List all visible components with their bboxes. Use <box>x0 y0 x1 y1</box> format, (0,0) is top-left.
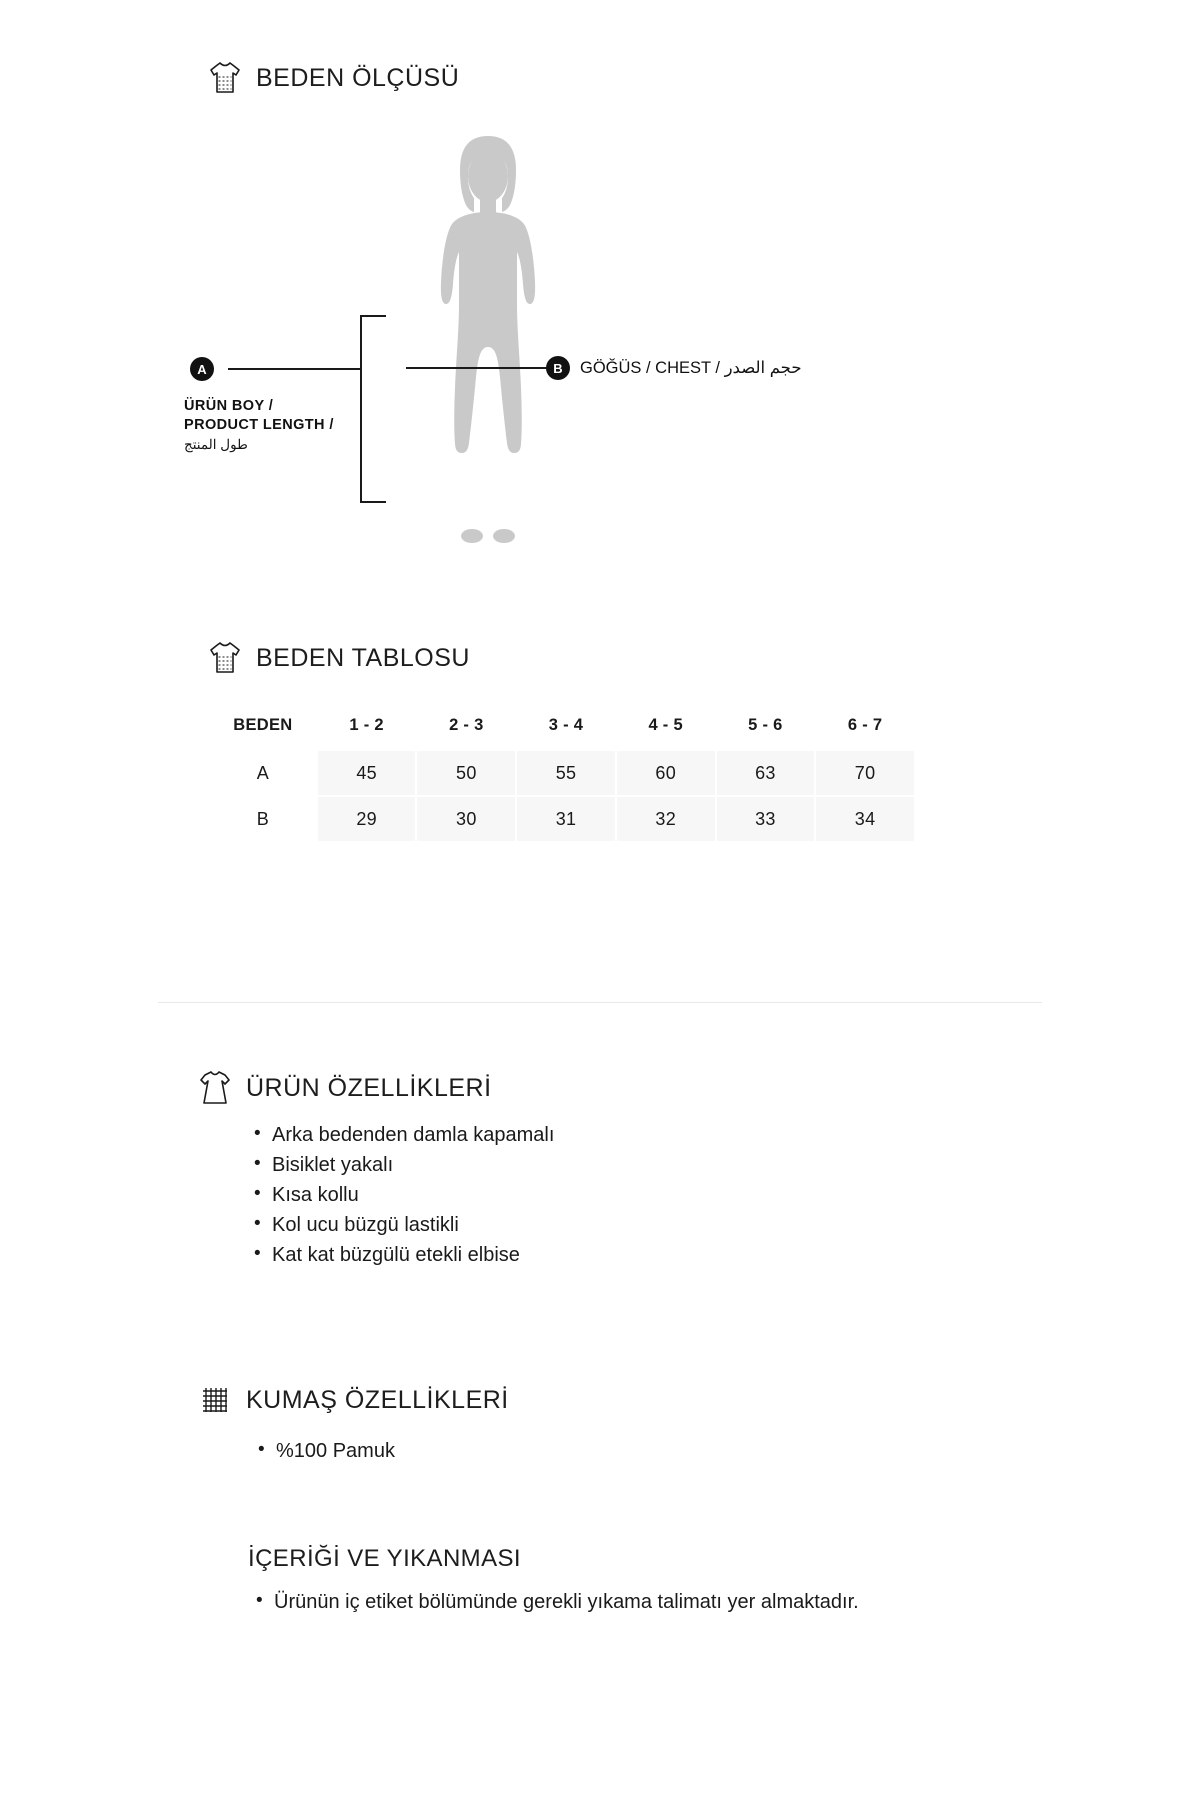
table-header-cell: 3 - 4 <box>516 716 616 750</box>
table-cell: 33 <box>716 796 816 842</box>
product-features-title: ÜRÜN ÖZELLİKLERİ <box>246 1073 492 1102</box>
table-header-cell: 1 - 2 <box>317 716 417 750</box>
size-table-heading <box>208 638 1008 678</box>
product-length-line-tr: ÜRÜN BOY / <box>184 398 274 414</box>
length-bracket-bottom <box>360 501 386 503</box>
list-item: • Kat kat büzgülü etekli elbise <box>254 1240 1018 1270</box>
care-instructions-title: İÇERİĞİ VE YIKANMASI <box>248 1545 521 1572</box>
list-item: • %100 Pamuk <box>258 1436 1018 1466</box>
list-item: • Kol ucu büzgü lastikli <box>254 1210 1018 1240</box>
product-length-line-ar: طول المنتج <box>184 437 248 452</box>
table-cell: 63 <box>716 750 816 796</box>
table-row <box>209 796 915 842</box>
product-features-list <box>198 1120 1018 1270</box>
table-cell: 30 <box>416 796 516 842</box>
measurement-diagram <box>184 118 1018 548</box>
size-measure-heading <box>208 58 1008 98</box>
product-features-heading <box>198 1068 1018 1108</box>
list-item: • Kısa kollu <box>254 1180 1018 1210</box>
table-cell: 32 <box>616 796 716 842</box>
table-cell: 70 <box>815 750 915 796</box>
care-instructions-section <box>248 1545 1028 1617</box>
dress-icon <box>198 1068 232 1108</box>
table-header-row <box>209 716 915 750</box>
table-cell: 29 <box>317 796 417 842</box>
table-cell: 31 <box>516 796 616 842</box>
table-cell: 55 <box>516 750 616 796</box>
fabric-weave-icon <box>198 1380 232 1420</box>
fabric-features-title: KUMAŞ ÖZELLİKLERİ <box>246 1385 509 1414</box>
length-leader-line <box>228 368 361 370</box>
table-header-cell: 5 - 6 <box>716 716 816 750</box>
list-item: • Arka bedenden damla kapamalı <box>254 1120 1018 1150</box>
list-item: • Bisiklet yakalı <box>254 1150 1018 1180</box>
table-header-cell: 6 - 7 <box>815 716 915 750</box>
table-cell: 50 <box>416 750 516 796</box>
tshirt-measure-icon <box>208 58 242 98</box>
product-length-label <box>184 397 384 454</box>
size-table-section <box>208 638 1008 843</box>
chest-label: GÖĞÜS / CHEST / حجم الصدر <box>580 359 802 377</box>
fabric-features-heading <box>198 1380 1018 1420</box>
table-cell: 45 <box>317 750 417 796</box>
badge-a: A <box>190 357 214 381</box>
row-label-cell: B <box>209 796 317 842</box>
child-silhouette-illustration <box>408 128 568 548</box>
chest-leader-line <box>406 367 548 369</box>
product-length-line-en: PRODUCT LENGTH / <box>184 417 334 433</box>
tshirt-measure-icon <box>208 638 242 678</box>
table-cell: 34 <box>815 796 915 842</box>
fabric-features-list <box>198 1436 1018 1466</box>
size-measure-section <box>184 58 1008 528</box>
table-header-cell: 2 - 3 <box>416 716 516 750</box>
list-item: • Ürünün iç etiket bölümünde gerekli yıkama talimatı yer almaktadır. <box>256 1587 936 1617</box>
size-chart-table <box>208 716 916 843</box>
fabric-features-section <box>198 1380 1018 1466</box>
row-label-cell: A <box>209 750 317 796</box>
badge-b: B <box>546 356 570 380</box>
table-header-cell: BEDEN <box>209 716 317 750</box>
size-measure-title: BEDEN ÖLÇÜSÜ <box>256 63 460 92</box>
product-features-section <box>198 1068 1018 1270</box>
section-divider <box>158 1002 1042 1003</box>
table-header-cell: 4 - 5 <box>616 716 716 750</box>
table-cell: 60 <box>616 750 716 796</box>
table-row <box>209 750 915 796</box>
care-instructions-list <box>248 1587 1028 1617</box>
length-bracket-top <box>360 315 386 317</box>
size-table-title: BEDEN TABLOSU <box>256 643 470 672</box>
